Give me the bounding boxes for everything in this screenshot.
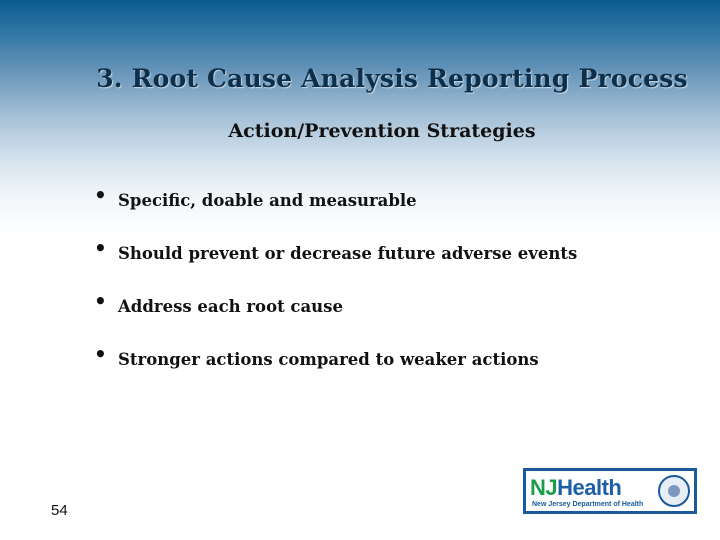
- bullet-icon: •: [94, 183, 107, 207]
- nj-health-logo: [523, 468, 697, 514]
- bullet-icon: •: [94, 289, 107, 313]
- logo-nj-text: NJ: [530, 475, 558, 500]
- seal-icon: [658, 475, 690, 507]
- bullet-list: [94, 183, 578, 401]
- logo-health-text: Health: [557, 475, 622, 500]
- bullet-item: [94, 236, 578, 295]
- slide-title: 3. Root Cause Analysis Reporting Process: [96, 64, 688, 93]
- bullet-text: Should prevent or decrease future adverse events: [118, 244, 578, 263]
- slide-number: 54: [51, 502, 68, 519]
- bullet-item: [94, 183, 577, 242]
- bullet-text: Stronger actions compared to weaker actions: [118, 350, 539, 369]
- bullet-text: Address each root cause: [118, 297, 343, 316]
- bullet-icon: •: [94, 342, 107, 366]
- bullet-item: [94, 342, 577, 401]
- bullet-icon: •: [94, 236, 107, 260]
- logo-wordmark: [530, 475, 621, 501]
- slide-subtitle: Action/Prevention Strategies: [228, 120, 536, 142]
- bullet-text: Specific, doable and measurable: [118, 191, 417, 210]
- logo-tagline: New Jersey Department of Health: [532, 501, 644, 508]
- bullet-item: [94, 289, 577, 348]
